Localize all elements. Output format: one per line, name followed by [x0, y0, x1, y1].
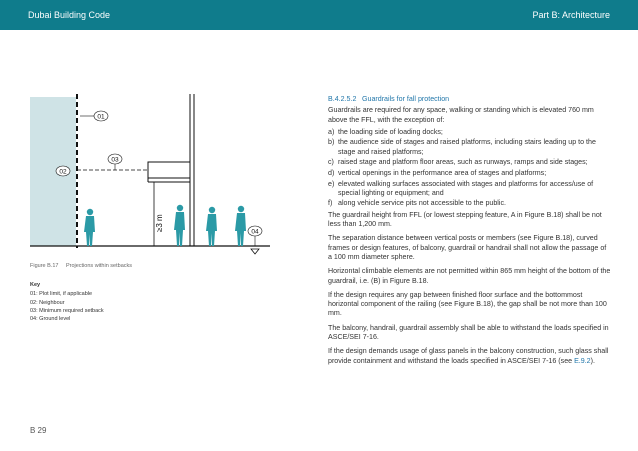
document-title: Dubai Building Code — [28, 10, 111, 20]
paragraph: The balcony, handrail, guardrail assembly shall be able to withstand the loads specified in ASCE/SEI 7-16. — [328, 323, 609, 342]
person-figure-4 — [235, 206, 246, 246]
list-item: a) the loading side of loading docks; — [328, 127, 443, 136]
paragraph: If the design requires any gap between finished floor surface and the bottommost horizontal component of the railing (see Figure B.18), the gap shall be not more than 100 mm. — [328, 290, 607, 318]
list-item: d) vertical openings in the performance area of stages and platforms; — [328, 168, 547, 177]
ground-level-marker-icon — [251, 249, 259, 254]
key-item: 01: Plot limit, if applicable — [30, 291, 93, 298]
callout-04 — [248, 226, 262, 246]
intro-paragraph: Guardrails are required for any space, walking or standing which is elevated 760 mm above the FFL, with the exception of: — [328, 106, 594, 124]
callout-03 — [108, 154, 122, 170]
section-heading — [328, 95, 612, 104]
list-item: b) the audience side of stages and raised platforms, including stairs leading up to the stage and raised platforms; — [328, 138, 596, 156]
paragraph-glass: If the design demands usage of glass panels in the balcony construction, such glass shall provide containment and withstand the loads specified in ASCE/SEI 7-16 (see E.9.2). — [328, 347, 609, 365]
projection-slab — [148, 162, 190, 178]
exception-list — [328, 128, 612, 209]
page-number: B 29 — [30, 426, 47, 435]
list-item: f) along vehicle service pits not accessible to the public. — [328, 199, 506, 208]
key-item: 04: Ground level — [30, 316, 71, 323]
list-item: e) elevated walking surfaces associated with stages and platforms for access/use of special lighting or equipment; and — [328, 179, 594, 197]
main-text-column — [328, 95, 612, 371]
svg-text:04: 04 — [251, 228, 259, 236]
key-title: Key — [30, 282, 41, 288]
figure-caption — [30, 263, 132, 269]
section-title: Guardrails for fall protection — [361, 95, 450, 103]
height-dimension-label: ≥3 m — [155, 214, 164, 232]
section-number: B.4.2.5.2 — [328, 95, 357, 103]
paragraph: Horizontal climbable elements are not permitted within 865 mm height of the bottom of the guardrail, i.e. (B) in Figure B.18. — [328, 267, 611, 285]
page-header — [0, 0, 638, 30]
key-item: 03: Minimum required setback — [30, 307, 104, 314]
svg-text:02: 02 — [59, 168, 67, 176]
part-title: Part B: Architecture — [532, 10, 610, 20]
figure-caption-text: Projections within setbacks — [65, 263, 132, 269]
paragraph: The separation distance between vertical posts or members (see Figure B.18), curved frames or design features, of balcony, guardrail or handrail shall not allow the passage of a 100 mm diameter sphere. — [328, 234, 607, 261]
person-figure-3 — [206, 207, 217, 246]
paragraph: The guardrail height from FFL (or lowest stepping feature, A in Figure B.18) shall be not less than 1,200 mm. — [328, 210, 602, 229]
person-figure-1 — [84, 209, 95, 246]
key-item: 02: Neighbour — [30, 299, 65, 306]
person-figure-2 — [174, 205, 185, 246]
figure-number: Figure B.17 — [30, 263, 59, 269]
callout-01 — [80, 111, 108, 121]
figure-key — [30, 281, 104, 323]
svg-text:01: 01 — [97, 113, 105, 121]
setback-figure — [30, 92, 280, 262]
callout-02 — [56, 166, 70, 176]
list-item: c) raised stage and platform floor areas, such as runways, ramps and side stages; — [328, 158, 588, 167]
reference-link[interactable]: E.9.2 — [574, 356, 591, 365]
svg-text:03: 03 — [111, 156, 119, 164]
